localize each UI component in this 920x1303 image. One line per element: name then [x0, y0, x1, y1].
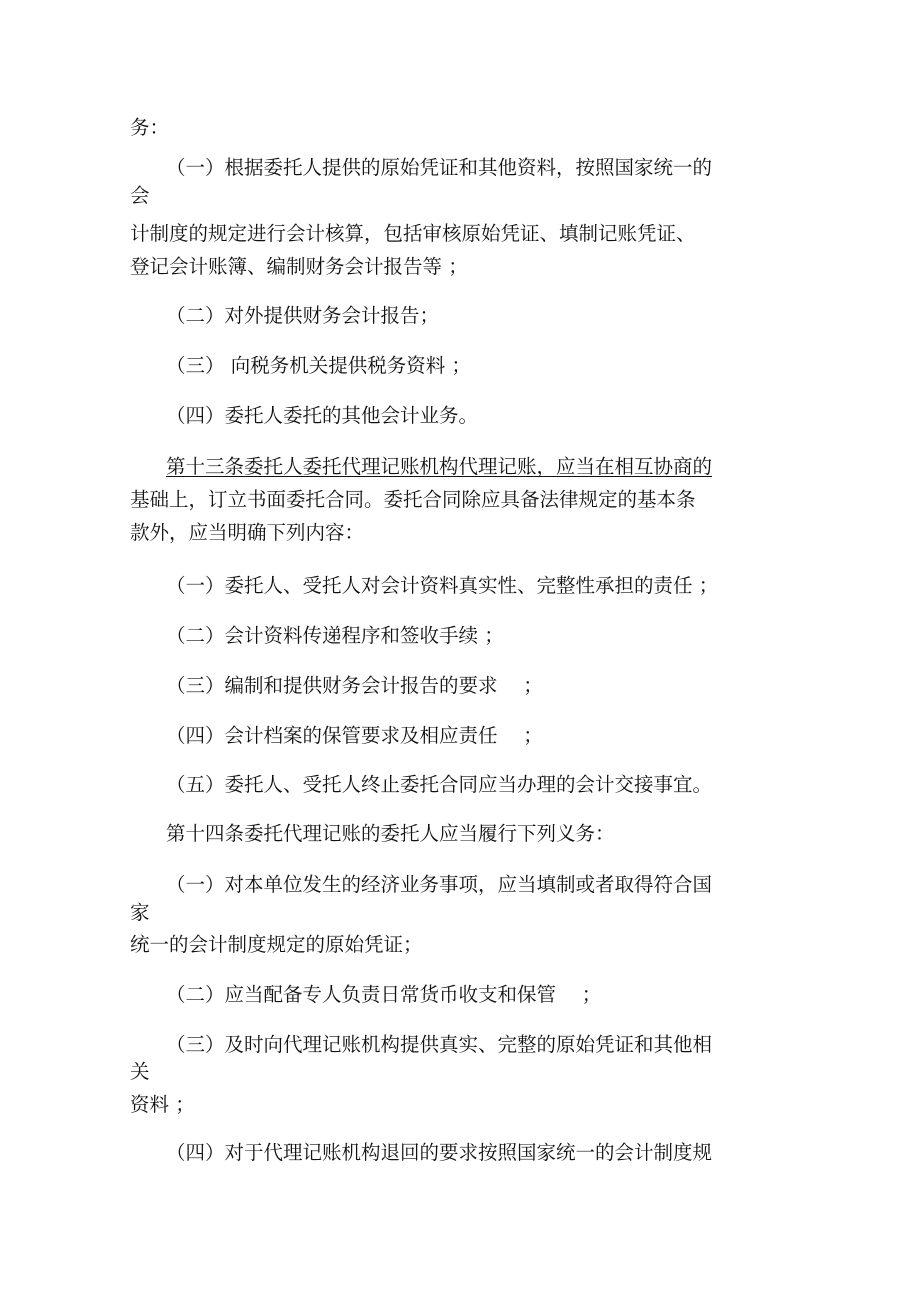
- text-line: （二）应当配备专人负责日常货币收支和保管 ；: [166, 983, 602, 1006]
- text-line: （四）会计档案的保管要求及相应责任 ；: [166, 724, 543, 747]
- text-line: 务：: [130, 116, 170, 139]
- text-line: 款外，应当明确下列内容：: [130, 521, 365, 544]
- text-line: 计制度的规定进行会计核算，包括审核原始凭证、填制记账凭证、: [130, 222, 696, 245]
- text-line: （四）委托人委托的其他会计业务。: [166, 404, 479, 427]
- text-line: （四）对于代理记账机构退回的要求按照国家统一的会计制度规: [166, 1141, 713, 1164]
- article-13-heading: 第十三条委托人委托代理记账机构代理记账，应当在相互协商的: [166, 455, 713, 478]
- text-line: 会: [130, 184, 150, 207]
- text-line: 登记会计账簿、编制财务会计报告等 ；: [130, 255, 468, 278]
- text-line: （三） 向税务机关提供税务资料 ；: [166, 354, 471, 377]
- text-line: 资料 ；: [130, 1093, 195, 1116]
- text-line: （一）委托人、受托人对会计资料真实性、完整性承担的责任 ；: [166, 574, 719, 597]
- text-line: （一）对本单位发生的经济业务事项，应当填制或者取得符合国: [166, 873, 713, 896]
- text-line: 家: [130, 901, 150, 924]
- text-line: （二）对外提供财务会计报告；: [166, 304, 440, 327]
- text-line: （五）委托人、受托人终止委托合同应当办理的会计交接事宜。: [166, 773, 713, 796]
- text-line: 统一的会计制度规定的原始凭证；: [130, 933, 423, 956]
- article-14-heading: 第十四条委托代理记账的委托人应当履行下列义务：: [166, 822, 615, 845]
- text-line: 基础上，订立书面委托合同。委托合同除应具备法律规定的基本条: [130, 488, 696, 511]
- text-line: （二）会计资料传递程序和签收手续 ；: [166, 624, 504, 647]
- text-line: （三）及时向代理记账机构提供真实、完整的原始凭证和其他相: [166, 1033, 713, 1056]
- text-line: （三）编制和提供财务会计报告的要求 ；: [166, 674, 543, 697]
- text-line: 关: [130, 1060, 150, 1083]
- text-line: （一）根据委托人提供的原始凭证和其他资料，按照国家统一的: [166, 156, 713, 179]
